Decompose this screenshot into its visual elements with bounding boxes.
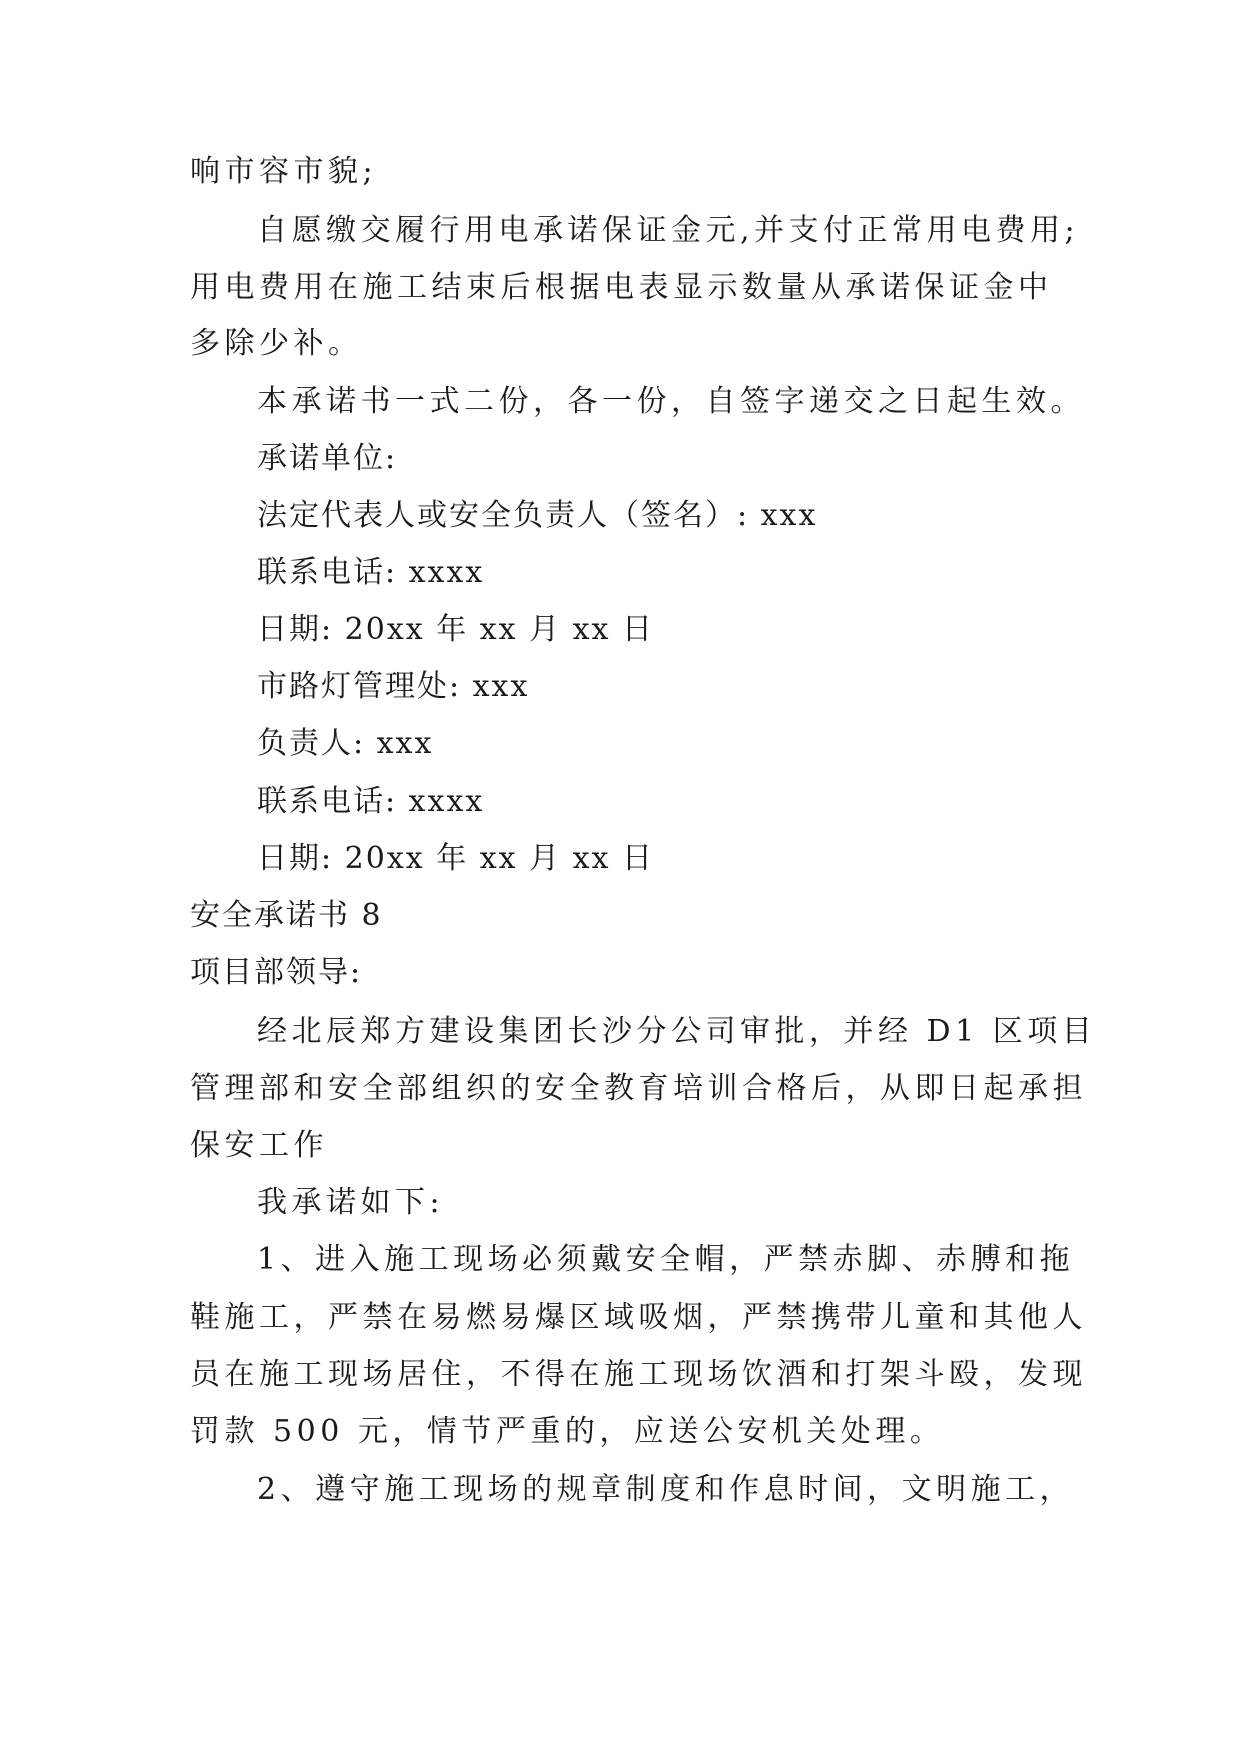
body-line: 管理部和安全部组织的安全教育培训合格后，从即日起承担 (190, 1071, 1087, 1106)
signature-phone: 联系电话: xxxx (257, 555, 485, 590)
body-line: 本承诺书一式二份，各一份，自签字递交之日起生效。 (257, 384, 1085, 419)
body-line: 我承诺如下: (257, 1185, 445, 1220)
body-line: 自愿缴交履行用电承诺保证金元,并支付正常用电费用; (257, 213, 1080, 248)
signature-responsible: 负责人: xxx (257, 726, 434, 761)
signature-date: 日期: 20xx 年 xx 月 xx 日 (257, 612, 655, 647)
body-line: 多除少补。 (190, 326, 363, 361)
body-line: 用电费用在施工结束后根据电表显示数量从承诺保证金中 (190, 270, 1053, 305)
body-line: 鞋施工，严禁在易燃易爆区域吸烟，严禁携带儿童和其他人 (190, 1300, 1087, 1335)
section-title: 安全承诺书 8 (190, 898, 383, 933)
body-line: 保安工作 (190, 1128, 328, 1163)
body-line: 罚款 500 元，情节严重的，应送公安机关处理。 (190, 1414, 945, 1449)
signature-authority: 市路灯管理处: xxx (257, 669, 530, 704)
body-line: 响市容市貌; (190, 154, 378, 189)
signature-representative: 法定代表人或安全负责人（签名）: xxx (257, 498, 818, 533)
body-line: 经北辰郑方建设集团长沙分公司审批，并经 D1 区项目 (257, 1014, 1097, 1049)
signature-date: 日期: 20xx 年 xx 月 xx 日 (257, 841, 655, 876)
list-item: 2、遵守施工现场的规章制度和作息时间，文明施工， (257, 1472, 1075, 1507)
body-line: 员在施工现场居住，不得在施工现场饮酒和打架斗殴，发现 (190, 1357, 1087, 1392)
signature-unit-label: 承诺单位: (257, 441, 398, 476)
signature-phone: 联系电话: xxxx (257, 784, 485, 819)
salutation: 项目部领导: (190, 955, 363, 990)
list-item: 1、进入施工现场必须戴安全帽，严禁赤脚、赤膊和拖 (257, 1242, 1075, 1277)
